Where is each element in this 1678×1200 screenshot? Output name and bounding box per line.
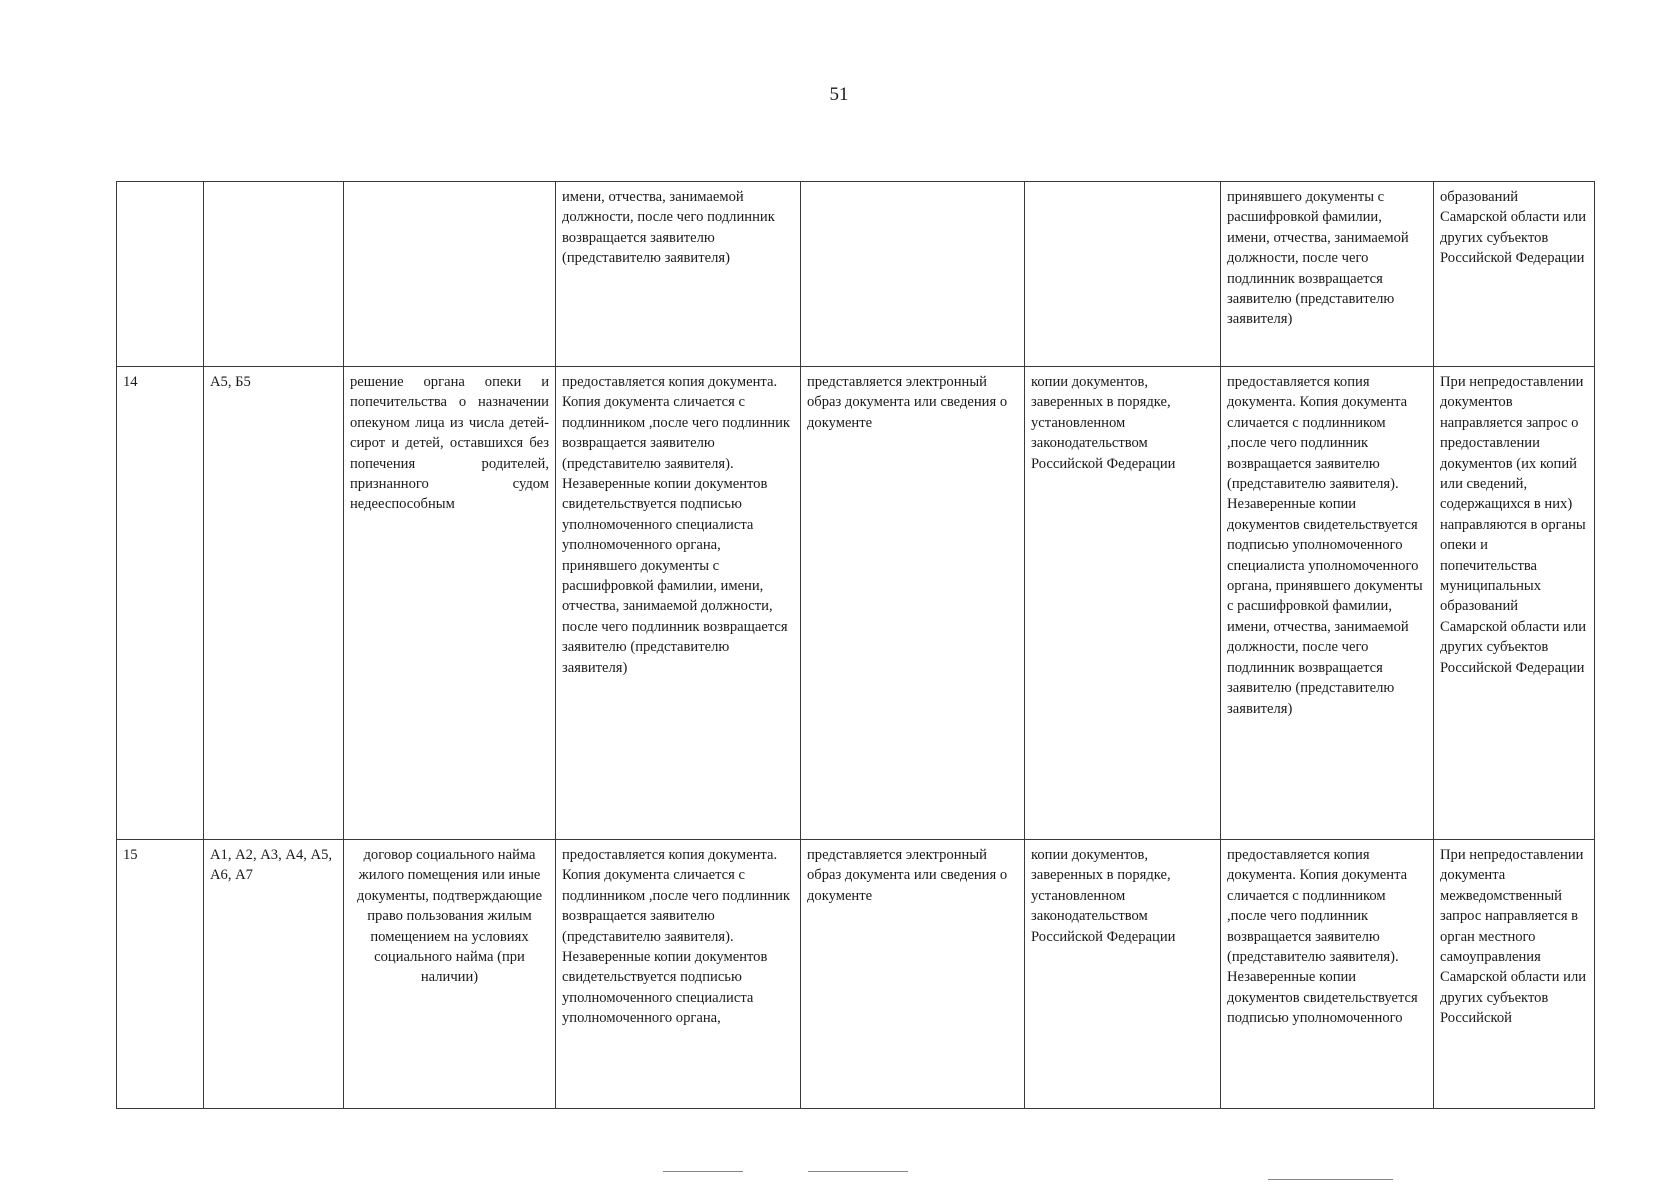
submission-copies: копии документов, заверенных в порядке, установленном законодательством Российской Федерации bbox=[1025, 367, 1221, 840]
scan-mark bbox=[663, 1171, 743, 1172]
table-row bbox=[117, 182, 1595, 367]
applicant-codes bbox=[204, 182, 344, 367]
table-row bbox=[117, 840, 1595, 1109]
submission-original: имени, отчества, занимаемой должности, после чего подлинник возвращается заявителю (представителю заявителя) bbox=[556, 182, 801, 367]
row-number: 14 bbox=[117, 367, 204, 840]
row-number bbox=[117, 182, 204, 367]
submission-electronic: представляется электронный образ документа или сведения о документе bbox=[801, 367, 1025, 840]
interagency-request: При непредоставлении документа межведомственный запрос направляется в орган местного самоуправления Самарской области или других субъектов Российской bbox=[1434, 840, 1595, 1109]
applicant-codes: А1, А2, А3, А4, А5, А6, А7 bbox=[204, 840, 344, 1109]
document-name: решение органа опеки и попечительства о назначении опекуном лица из числа детей-сирот и детей, оставшихся без попечения родителей, признанного судом недееспособным bbox=[344, 367, 556, 840]
interagency-request: образований Самарской области или других субъектов Российской Федерации bbox=[1434, 182, 1595, 367]
submission-mfc: принявшего документы с расшифровкой фамилии, имени, отчества, занимаемой должности, после чего подлинник возвращается заявителю (представителю заявителя) bbox=[1221, 182, 1434, 367]
submission-copies bbox=[1025, 182, 1221, 367]
submission-electronic bbox=[801, 182, 1025, 367]
row-number: 15 bbox=[117, 840, 204, 1109]
submission-electronic: представляется электронный образ документа или сведения о документе bbox=[801, 840, 1025, 1109]
submission-copies: копии документов, заверенных в порядке, установленном законодательством Российской Федерации bbox=[1025, 840, 1221, 1109]
page-number: 51 bbox=[829, 84, 849, 105]
document-name bbox=[344, 182, 556, 367]
scan-mark bbox=[1268, 1179, 1393, 1180]
scan-mark bbox=[808, 1171, 908, 1172]
requirements-table bbox=[116, 181, 1595, 1109]
submission-original: предоставляется копия документа. Копия документа сличается с подлинником ,после чего подлинник возвращается заявителю (представителю заявителя). Незаверенные копии документов свидетельствуется подписью уполномоченного специалиста уполномоченного органа, принявшего документы с расшифровкой фамилии, имени, отчества, занимаемой должности, после чего подлинник возвращается заявителю (представителю заявителя) bbox=[556, 367, 801, 840]
table-row bbox=[117, 367, 1595, 840]
applicant-codes: А5, Б5 bbox=[204, 367, 344, 840]
submission-mfc: предоставляется копия документа. Копия документа сличается с подлинником ,после чего подлинник возвращается заявителю (представителю заявителя). Незаверенные копии документов свидетельствуется подписью уполномоченного bbox=[1221, 840, 1434, 1109]
submission-mfc: предоставляется копия документа. Копия документа сличается с подлинником ,после чего подлинник возвращается заявителю (представителю заявителя). Незаверенные копии документов свидетельствуется подписью уполномоченного специалиста уполномоченного органа, принявшего документы с расшифровкой фамилии, имени, отчества, занимаемой должности, после чего подлинник возвращается заявителю (представителю заявителя) bbox=[1221, 367, 1434, 840]
document-name: договор социального найма жилого помещения или иные документы, подтверждающие право пользования жилым помещением на условиях социального найма (при наличии) bbox=[344, 840, 556, 1109]
interagency-request: При непредоставлении документов направляется запрос о предоставлении документов (их копий или сведений, содержащихся в них) направляются в органы опеки и попечительства муниципальных образований Самарской области или других субъектов Российской Федерации bbox=[1434, 367, 1595, 840]
submission-original: предоставляется копия документа. Копия документа сличается с подлинником ,после чего подлинник возвращается заявителю (представителю заявителя). Незаверенные копии документов свидетельствуется подписью уполномоченного специалиста уполномоченного органа, bbox=[556, 840, 801, 1109]
